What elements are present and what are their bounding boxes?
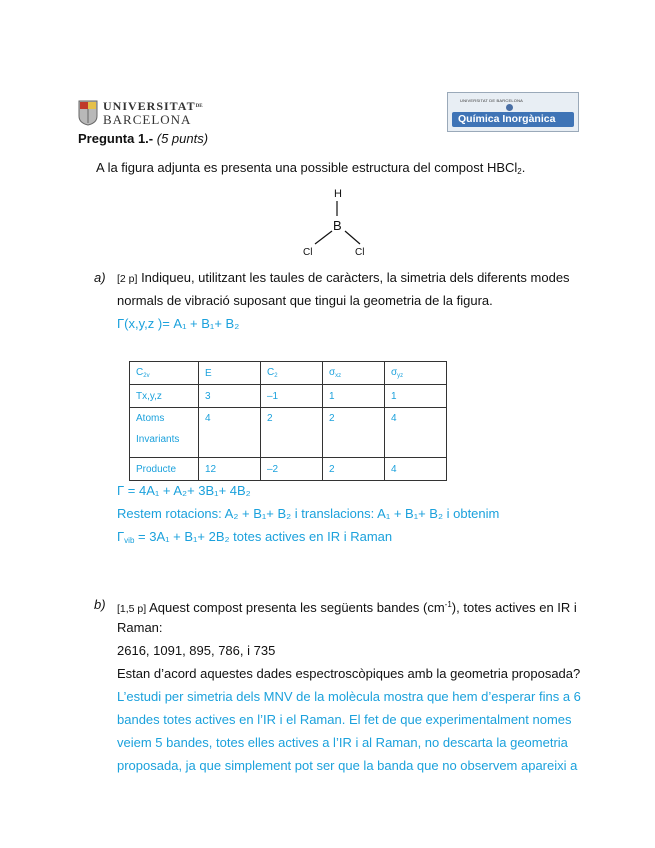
table-cell: 2 xyxy=(323,458,385,481)
atom-b: B xyxy=(333,218,342,233)
department-logo xyxy=(447,92,579,132)
table-cell: Producte xyxy=(130,458,199,481)
table-row xyxy=(130,385,447,408)
table-cell: 3 xyxy=(199,385,261,408)
restem-line: Restem rotacions: A₂ + B₁+ B₂ i translacions: A₁ + B₁+ B₂ i obtenim xyxy=(117,506,500,521)
atom-cl-left: Cl xyxy=(303,247,313,258)
answer-line-3: veiem 5 bandes, totes elles actives a l’IR i al Raman, no descarta la geometria xyxy=(117,735,568,750)
table-cell: $\sigma_{yz}$ xyxy=(385,362,447,385)
answer-line-2: bandes totes actives en l’IR i el Raman. El fet de que experimentalment nomes xyxy=(117,712,572,727)
gamma-vib: $\Gamma_{vib} = 3A_1 + B_1+ 2B_2$ totes actives en IR i Raman xyxy=(117,529,393,545)
table-cell: Atoms Invariants xyxy=(130,408,199,458)
part-a-line2: normals de vibració suposant que tingui la geometria de la figura. xyxy=(117,293,493,308)
gamma-xyz: Γ(x,y,z )= A₁ + B₁+ B₂ xyxy=(117,316,240,331)
character-table xyxy=(129,361,447,481)
question-intro: A la figura adjunta es presenta una possible estructura del compost HBCl$_2$. xyxy=(96,160,526,176)
atom-cl-right: Cl xyxy=(355,247,365,258)
table-cell: 1 xyxy=(385,385,447,408)
part-b-line2: Raman: xyxy=(117,620,163,635)
table-cell: 4 xyxy=(385,458,447,481)
answer-line-1: L’estudi per simetria dels MNV de la molècula mostra que hem d’esperar fins a 6 xyxy=(117,689,581,704)
bond-b-cl-left xyxy=(315,231,332,244)
department-name: Química Inorgànica xyxy=(458,113,556,125)
gamma-total: Γ = 4A₁ + A₂+ 3B₁+ 4B₂ xyxy=(117,483,251,498)
bands-list: 2616, 1091, 895, 786, i 735 xyxy=(117,643,276,658)
table-cell: $C_2$ xyxy=(261,362,323,385)
table-cell: 1 xyxy=(323,385,385,408)
table-row xyxy=(130,458,447,481)
department-logo-band xyxy=(452,112,574,127)
table-cell: $C_{2v}$ xyxy=(130,362,199,385)
table-row xyxy=(130,408,447,458)
table-row xyxy=(130,362,447,385)
atom-h: H xyxy=(334,188,342,200)
part-b-question: Estan d’acord aquestes dades espectroscòpiques amb la geometria proposada? xyxy=(117,666,581,681)
bond-b-cl-right xyxy=(345,231,360,244)
table-cell: Tx,y,z xyxy=(130,385,199,408)
university-logo xyxy=(78,99,218,129)
part-a-line1: [2 p] Indiqueu, utilitzant les taules de caràcters, la simetria dels diferents modes xyxy=(117,270,570,285)
part-b-line1: [1,5 p] Aquest compost presenta les següents bandes $(cm^{-1})$, totes actives en IR i xyxy=(117,600,577,615)
department-emblem-icon xyxy=(506,104,513,111)
table-cell: 2 xyxy=(261,408,323,458)
table-cell: E xyxy=(199,362,261,385)
answer-line-4: proposada, ja que simplement pot ser que la banda que no observem apareixi a xyxy=(117,758,578,773)
molecule-structure-diagram xyxy=(290,183,380,263)
table-cell: –2 xyxy=(261,458,323,481)
table-cell: 4 xyxy=(385,408,447,458)
department-logo-top-text: UNIVERSITAT DE BARCELONA xyxy=(460,98,524,103)
table-cell: 2 xyxy=(323,408,385,458)
university-name-line2: BARCELONA xyxy=(103,112,192,127)
part-a-label: a) xyxy=(94,270,106,285)
university-name-line1: $UNIVERSITAT^{DE}$ xyxy=(103,99,203,113)
question-title: Pregunta 1.- (5 punts) xyxy=(78,131,209,146)
table-cell: 12 xyxy=(199,458,261,481)
table-cell: –1 xyxy=(261,385,323,408)
university-shield-icon xyxy=(78,100,98,126)
table-cell: 4 xyxy=(199,408,261,458)
part-b-label: b) xyxy=(94,597,106,612)
table-cell: $\sigma_{xz}$ xyxy=(323,362,385,385)
